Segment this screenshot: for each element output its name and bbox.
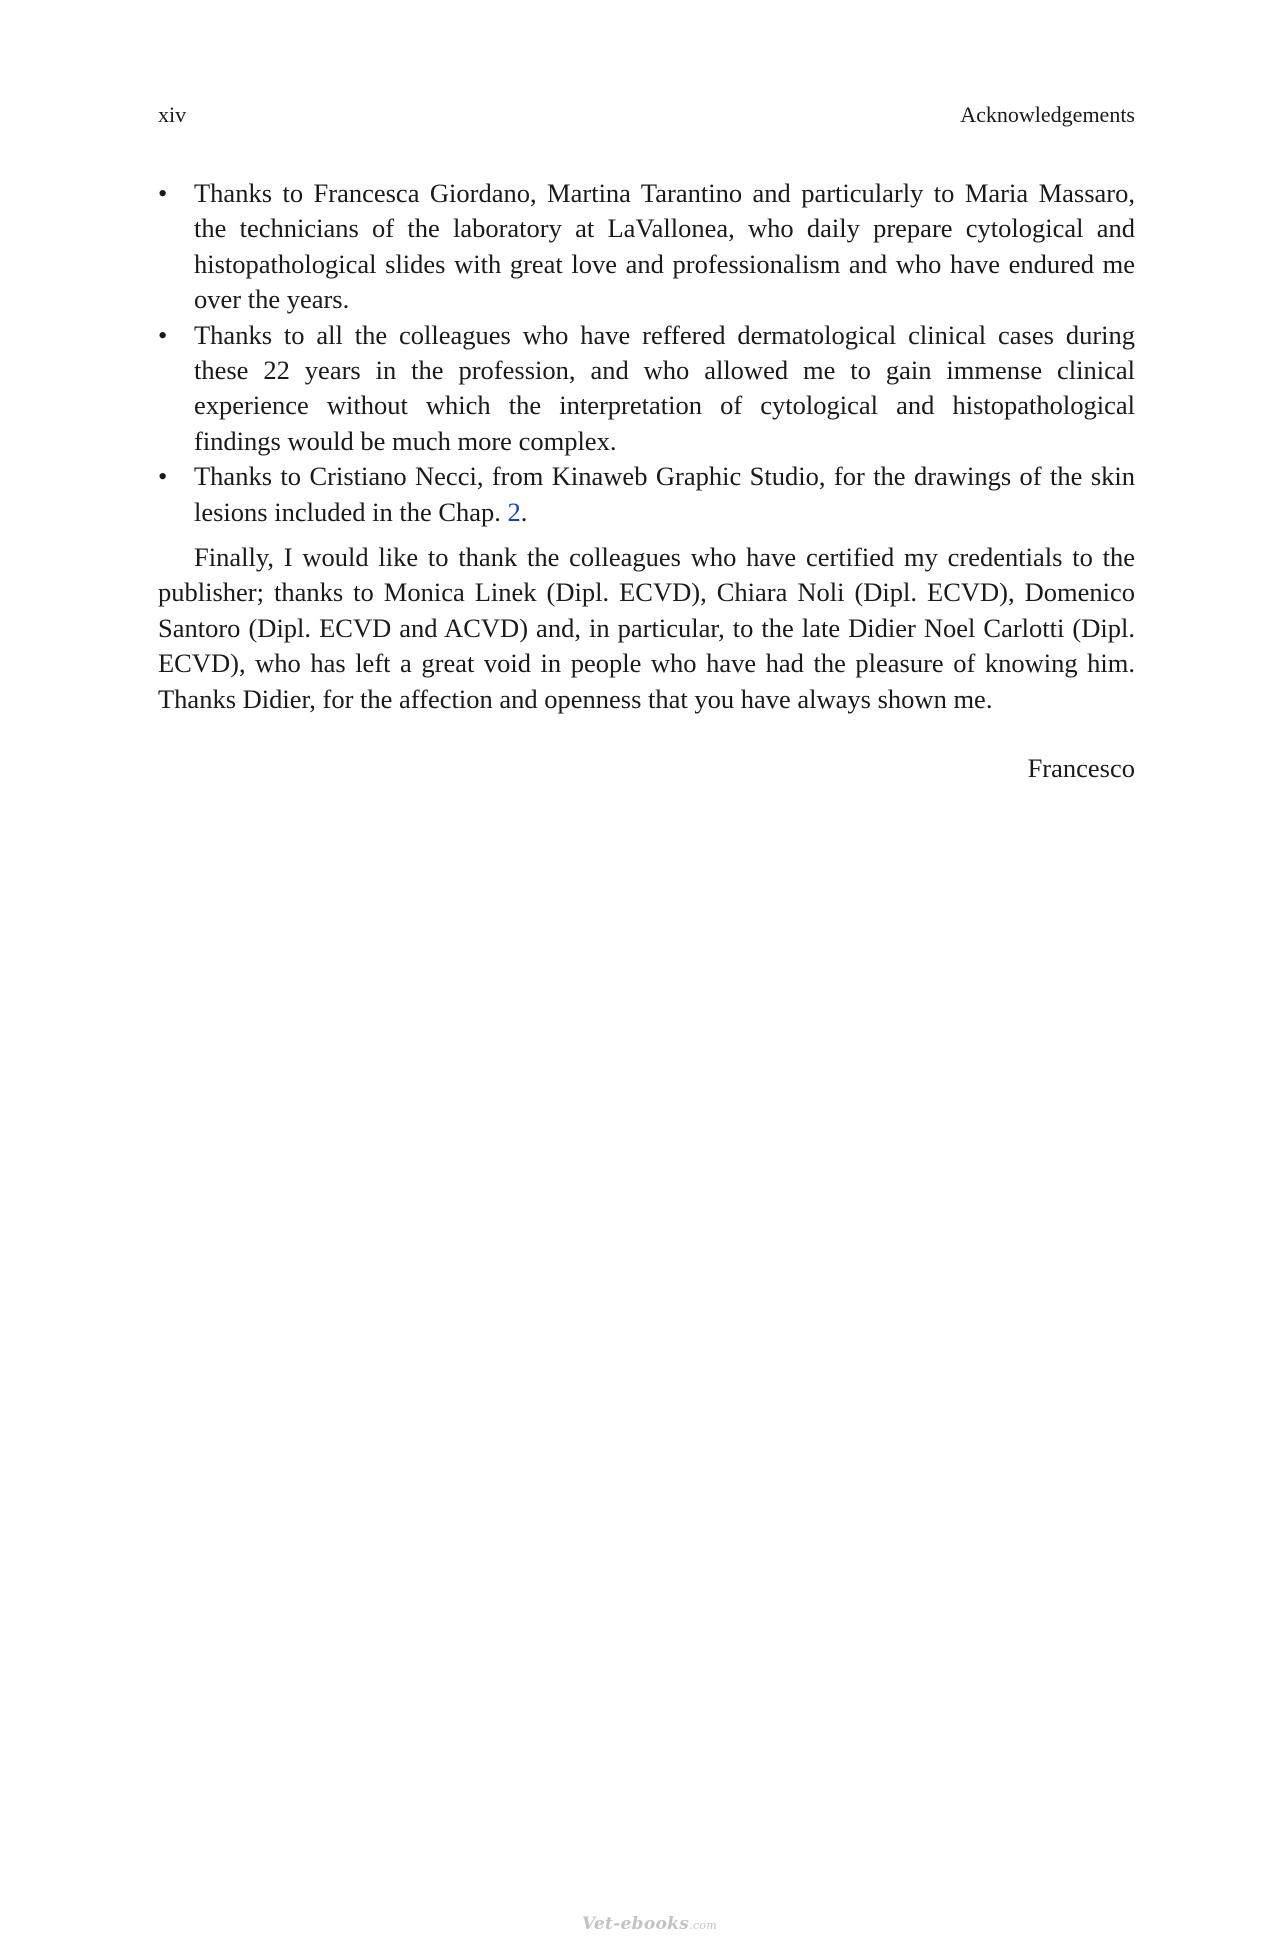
page-number: xiv — [158, 102, 187, 127]
acknowledgement-list — [158, 176, 1135, 530]
bullet-icon: • — [158, 178, 168, 208]
running-title: Acknowledgements — [960, 102, 1135, 127]
list-item — [158, 318, 1135, 460]
author-signature: Francesco — [1027, 753, 1135, 784]
bullet-icon: • — [158, 461, 168, 492]
list-item-text: Thanks to Cristiano Necci, from Kinaweb Graphic Studio, for the drawings of the skin lesions included in the Chap. — [194, 461, 1135, 527]
list-item-text: Thanks to Francesca Giordano, Martina Tarantino and particularly to Maria Massaro, the technicians of the laboratory at LaVallonea, who daily prepare cytological and histopathological slides with great love and professionalism and who have endured me over the years. — [194, 178, 1135, 315]
list-item-text: Thanks to all the colleagues who have reffered dermatological clinical cases during these 22 years in the profession, and who allowed me to gain immense clinical experience without which the interpretation of cytological and histopathological findings would be much more complex. — [194, 319, 1135, 456]
closing-paragraph: Finally, I would like to thank the colleagues who have certified my credentials to the publisher; thanks to Monica Linek (Dipl. ECVD), Chiara Noli (Dipl. ECVD), Domenico Santoro (Dipl. ECVD and ACVD) and, in particular, to the late Didier Noel Carlotti (Dipl. ECVD), who has left a great void in people who have had the pleasure of knowing him. Thanks Didier, for the affection and openness that you have always shown me. — [158, 542, 1135, 714]
list-item-text-end: . — [520, 496, 528, 527]
watermark-tld: .com — [689, 1919, 718, 1932]
watermark-name: Vet-ebooks — [582, 1914, 690, 1934]
watermark-logo — [582, 1914, 717, 1934]
chapter-link[interactable]: 2 — [507, 496, 521, 527]
page-body — [158, 176, 1135, 787]
running-header — [158, 100, 1135, 130]
bullet-icon: • — [158, 319, 168, 350]
list-item — [158, 176, 1135, 318]
list-item — [158, 459, 1135, 530]
